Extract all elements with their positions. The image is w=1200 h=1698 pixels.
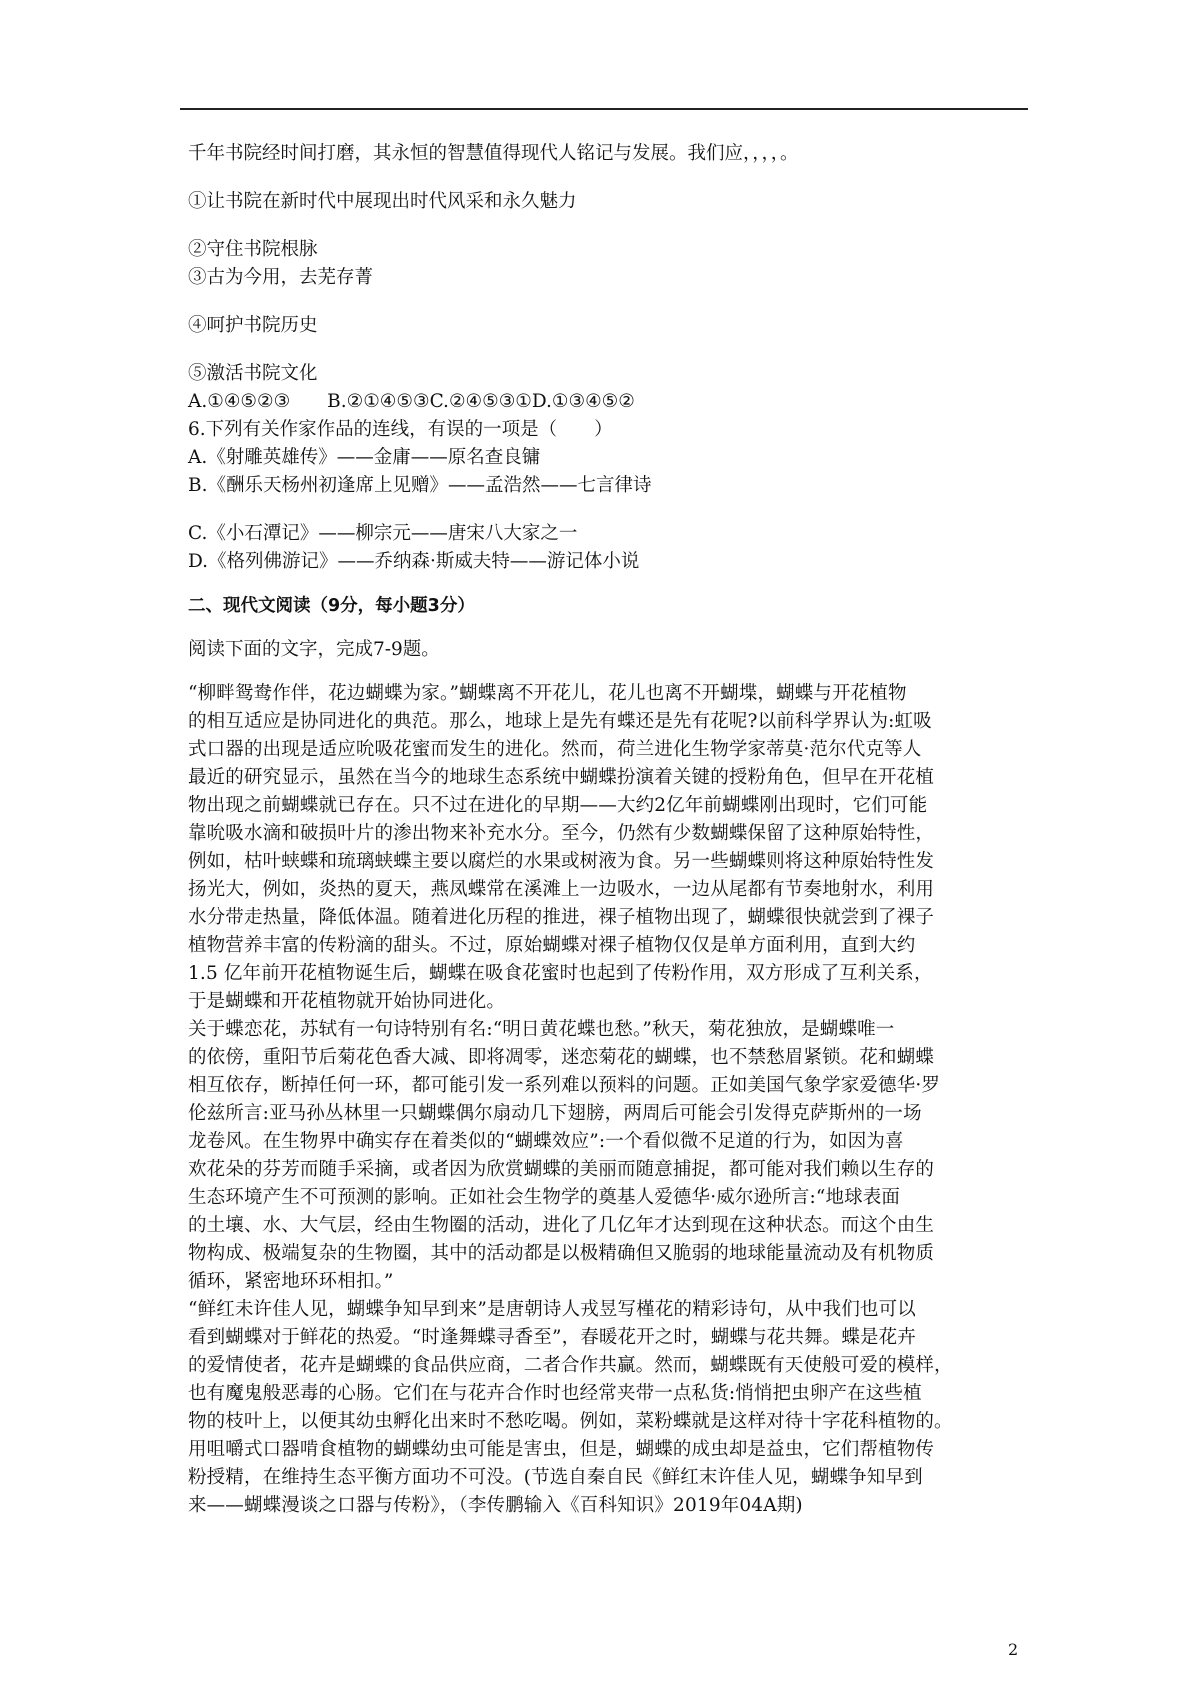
paragraph-line: 的爱情使者，花卉是蝴蝶的食品供应商，二者合作共赢。然而，蝴蝶既有天使般可爱的模样， — [188, 1355, 953, 1376]
q6-choice-a: A.《射雕英雄传》——金庸——原名查良镛 — [188, 447, 541, 468]
paragraph-line: 关于蝶恋花，苏轼有一句诗特别有名:“明日黄花蝶也愁。”秋天，菊花独放，是蝴蝶唯一 — [188, 1019, 895, 1040]
q6-choice-d: D.《格列佛游记》——乔纳森·斯威夫特——游记体小说 — [188, 551, 640, 572]
q6-choice-c: C.《小石潭记》——柳宗元——唐宋八大家之一 — [188, 523, 578, 544]
paragraph-line: 生态环境产生不可预测的影响。正如社会生物学的奠基人爱德华·威尔逊所言:“地球表面 — [188, 1187, 901, 1208]
paragraph-line: 式口器的出现是适应吮吸花蜜而发生的进化。然而，荷兰进化生物学家蒂莫·范尔代克等人 — [188, 739, 922, 760]
paragraph-line: 例如，枯叶蛱蝶和琉璃蛱蝶主要以腐烂的水果或树液为食。另一些蝴蝶则将这种原始特性发 — [188, 851, 935, 872]
page-content — [188, 140, 1036, 1520]
option-item-1: ①让书院在新时代中展现出时代风采和永久魅力 — [188, 191, 577, 212]
reading-instruction: 阅读下面的文字，完成7-9题。 — [188, 639, 440, 660]
intro-sentence: 千年书院经时间打磨，其永恒的智慧值得现代人铭记与发展。我们应，，，，。 — [188, 143, 799, 164]
paragraph-line: 来——蝴蝶漫谈之口器与传粉》，（李传鹏输入《百科知识》2019年04A期) — [188, 1495, 803, 1516]
paragraph-line: 物出现之前蝴蝶就已存在。只不过在进化的早期——大约2亿年前蝴蝶刚出现时，它们可能 — [188, 795, 928, 816]
paragraph-line: 粉授精，在维持生态平衡方面功不可没。(节选自秦自民《鲜红末许佳人见，蝴蝶争知早到 — [188, 1467, 923, 1488]
paragraph-line: 的依傍，重阳节后菊花色香大减、即将凋零，迷恋菊花的蝴蝶，也不禁愁眉紧锁。花和蝴蝶 — [188, 1047, 935, 1068]
section-heading: 二、现代文阅读（9分，每小题3分） — [188, 596, 475, 616]
q6-choice-b: B.《酬乐天杨州初逢席上见赠》——孟浩然——七言律诗 — [188, 475, 652, 496]
option-item-4: ④呵护书院历史 — [188, 315, 318, 336]
paragraph-1 — [188, 680, 1036, 1016]
paragraph-line: 欢花朵的芬芳而随手采摘，或者因为欣赏蝴蝶的美丽而随意捕捉，都可能对我们赖以生存的 — [188, 1159, 935, 1180]
paragraph-line: “柳畔鸳鸯作伴，花边蝴蝶为家。”蝴蝶离不开花儿，花儿也离不开蝴堞，蝴蝶与开花植物 — [188, 683, 907, 704]
option-item-3: ③古为今用，去芜存菁 — [188, 267, 374, 288]
paragraph-line: 伦兹所言:亚马孙丛林里一只蝴蝶偶尔扇动几下翅膀，两周后可能会引发得克萨斯州的一场 — [188, 1103, 922, 1124]
paragraph-line: “鲜红未许佳人见，蝴蝶争知早到来”是唐朝诗人戎昱写槿花的精彩诗句，从中我们也可以 — [188, 1299, 916, 1320]
paragraph-line: 看到蝴蝶对于鲜花的热爱。“时逢舞蝶寻香至”，春暖花开之时，蝴蝶与花共舞。蝶是花卉 — [188, 1327, 916, 1348]
paragraph-line: 水分带走热量，降低体温。随着进化历程的推进，裸子植物出现了，蝴蝶很快就尝到了裸子 — [188, 907, 935, 928]
paragraph-line: 龙卷风。在生物界中确实存在着类似的“蝴蝶效应”:一个看似微不足道的行为，如因为喜 — [188, 1131, 904, 1152]
paragraph-3 — [188, 1296, 1036, 1520]
paragraph-2 — [188, 1016, 1036, 1296]
q6-stem: 6.下列有关作家作品的连线，有误的一项是（ ） — [188, 419, 613, 440]
paragraph-line: 相互依存，断掉任何一环，都可能引发一系列难以预料的问题。正如美国气象学家爱德华·罗 — [188, 1075, 941, 1096]
paragraph-line: 的相互适应是协同进化的典范。那么，地球上是先有蝶还是先有花呢?以前科学界认为:虹吸 — [188, 711, 932, 732]
paragraph-line: 物构成、极端复杂的生物圈，其中的活动都是以极精确但又脆弱的地球能量流动及有机物质 — [188, 1243, 935, 1264]
paragraph-line: 植物营养丰富的传粉滴的甜头。不过，原始蝴蝶对裸子植物仅仅是单方面利用，直到大约 — [188, 935, 916, 956]
q5-choices: A.①④⑤②③ B.②①④⑤③C.②④⑤③①D.①③④⑤② — [188, 391, 635, 412]
header-rule — [180, 108, 1028, 110]
paragraph-line: 扬光大，例如，炎热的夏天，燕凤蝶常在溪滩上一边吸水，一边从尾都有节奏地射水，利用 — [188, 879, 935, 900]
paragraph-line: 物的枝叶上，以便其幼虫孵化出来时不愁吃喝。例如，菜粉蝶就是这样对待十字花科植物的。 — [188, 1411, 953, 1432]
option-item-2: ②守住书院根脉 — [188, 239, 318, 260]
paragraph-line: 最近的研究显示，虽然在当今的地球生态系统中蝴蝶扮演着关键的授粉角色，但早在开花植 — [188, 767, 935, 788]
page-number: 2 — [1008, 1640, 1019, 1659]
paragraph-line: 循环，紧密地环环相扣。” — [188, 1271, 394, 1292]
option-item-5: ⑤激活书院文化 — [188, 363, 318, 384]
paragraph-line: 1.5 亿年前开花植物诞生后，蝴蝶在吸食花蜜时也起到了传粉作用，双方形成了互利关系， — [188, 963, 933, 984]
paragraph-line: 的土壤、水、大气层，经由生物圈的活动，进化了几亿年才达到现在这种状态。而这个由生 — [188, 1215, 935, 1236]
paragraph-line: 于是蝴蝶和开花植物就开始协同进化。 — [188, 991, 506, 1012]
paragraph-line: 用咀嚼式口器啃食植物的蝴蝶幼虫可能是害虫，但是，蝴蝶的成虫却是益虫，它们帮植物传 — [188, 1439, 935, 1460]
paragraph-line: 也有魔鬼般恶毒的心肠。它们在与花卉合作时也经常夹带一点私货:悄悄把虫卵产在这些植 — [188, 1383, 922, 1404]
paragraph-line: 靠吮吸水滴和破损叶片的渗出物来补充水分。至今，仍然有少数蝴蝶保留了这种原始特性， — [188, 823, 935, 844]
